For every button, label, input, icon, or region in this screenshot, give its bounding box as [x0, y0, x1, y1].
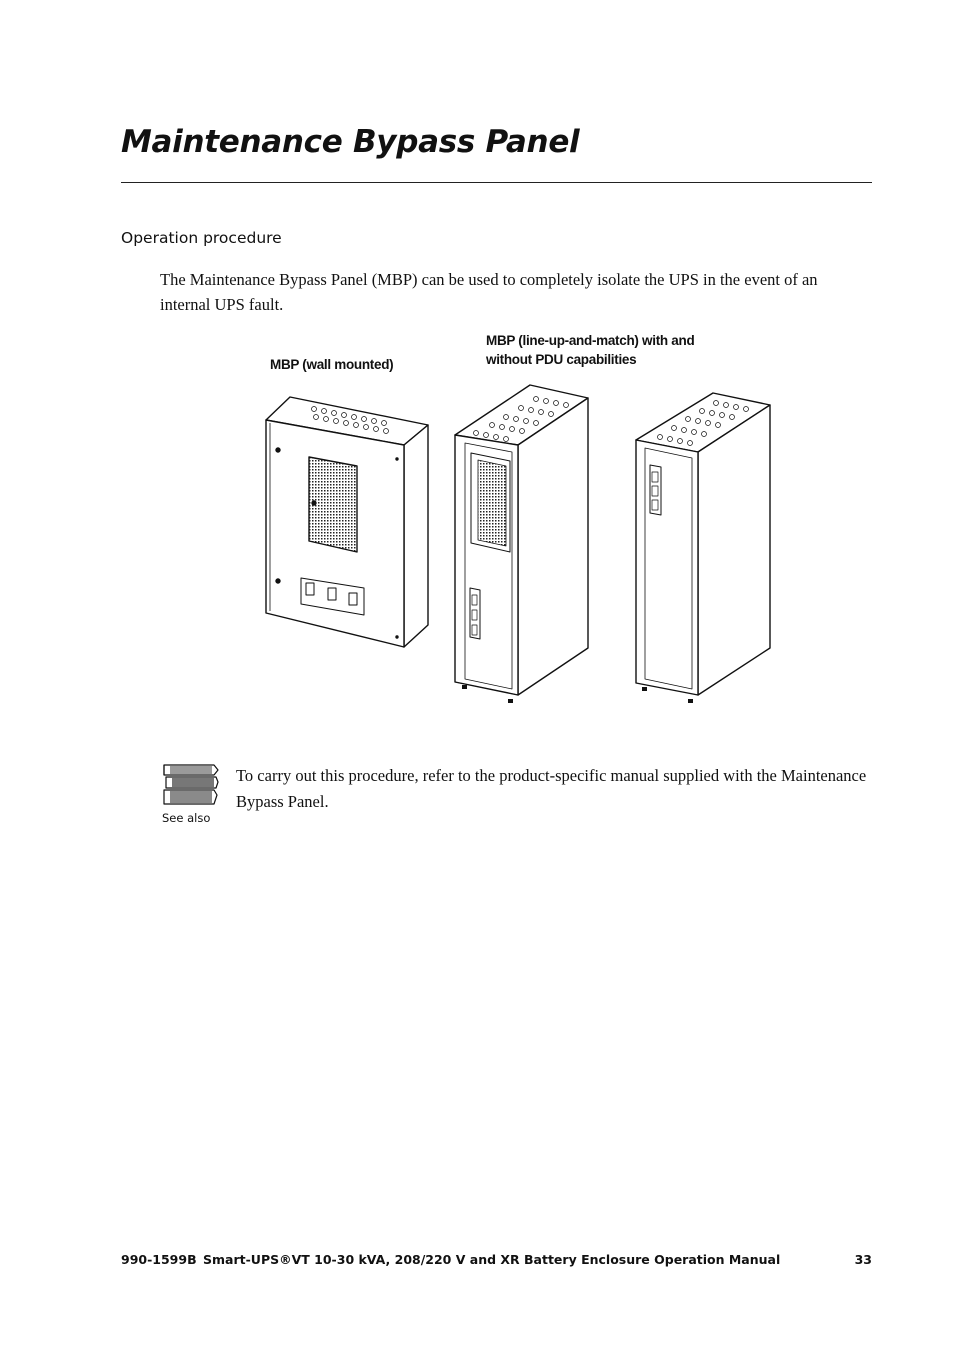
- mbp-illustration: [240, 325, 800, 725]
- footer-page-number: 33: [854, 1252, 872, 1267]
- wall-mounted-mbp-drawing: [266, 397, 428, 647]
- section-heading: Operation procedure: [121, 229, 282, 247]
- books-icon: [158, 760, 222, 810]
- lineup-label: [486, 331, 746, 369]
- footer-manual-title: Smart-UPS®VT 10-30 kVA, 208/220 V and XR Battery Enclosure Operation Manual: [203, 1252, 781, 1267]
- intro-paragraph: The Maintenance Bypass Panel (MBP) can be used to completely isolate the UPS in the event of an internal UPS fault.: [160, 270, 818, 314]
- mbp-figure: [240, 325, 800, 725]
- wall-mounted-label: MBP (wall mounted): [270, 357, 394, 372]
- lineup-label-line1: MBP (line-up-and-match) with and: [486, 333, 695, 348]
- see-also-label: See also: [162, 811, 211, 825]
- lineup-mbp-without-pdu-drawing: [636, 393, 770, 703]
- footer-doc-number: 990-1599B: [121, 1252, 197, 1267]
- see-also-text: To carry out this procedure, refer to the product-specific manual supplied with the Maintenance Bypass Panel.: [236, 766, 867, 811]
- title-divider: [121, 182, 872, 183]
- see-also-callout: [158, 760, 222, 830]
- page-title: Maintenance Bypass Panel: [121, 124, 580, 160]
- lineup-mbp-with-pdu-drawing: [455, 385, 588, 703]
- lineup-label-line2: without PDU capabilities: [486, 352, 637, 367]
